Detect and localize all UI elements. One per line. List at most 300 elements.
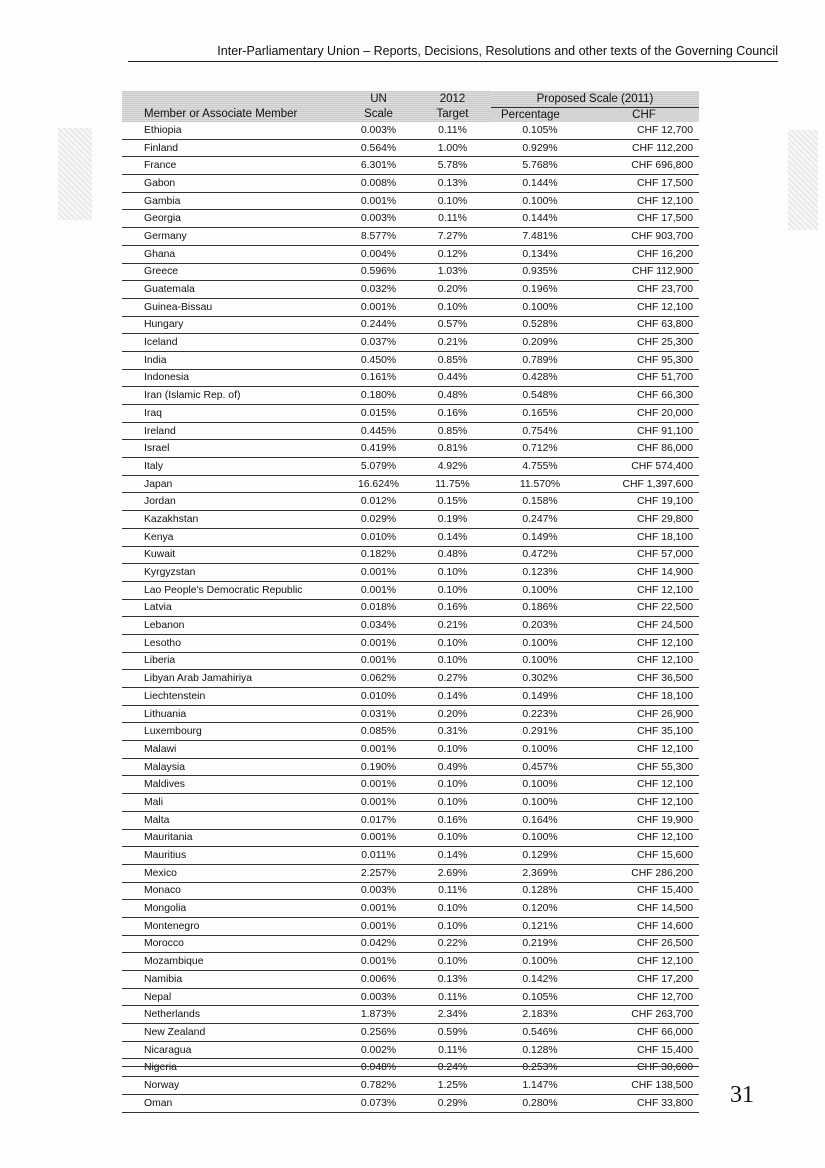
cell-un-scale: 0.003% [343, 882, 414, 900]
cell-member: Liechtenstein [122, 688, 343, 706]
cell-member: Hungary [122, 316, 343, 334]
cell-chf: CHF 12,100 [589, 298, 699, 316]
running-header: Inter-Parliamentary Union – Reports, Decisions, Resolutions and other texts of the Governing Council [217, 44, 778, 58]
cell-percentage: 0.247% [491, 511, 589, 529]
cell-target: 0.11% [414, 1041, 491, 1059]
cell-chf: CHF 30,600 [589, 1059, 699, 1077]
cell-target: 0.10% [414, 564, 491, 582]
cell-percentage: 0.105% [491, 988, 589, 1006]
cell-member: Nicaragua [122, 1041, 343, 1059]
table-row [122, 900, 699, 918]
cell-target: 2.69% [414, 864, 491, 882]
cell-member: Iraq [122, 405, 343, 423]
cell-percentage: 0.929% [491, 139, 589, 157]
cell-un-scale: 0.001% [343, 953, 414, 971]
cell-chf: CHF 20,000 [589, 405, 699, 423]
cell-un-scale: 0.450% [343, 351, 414, 369]
cell-un-scale: 1.873% [343, 1006, 414, 1024]
cell-target: 0.20% [414, 705, 491, 723]
cell-target: 0.10% [414, 741, 491, 759]
cell-percentage: 0.120% [491, 900, 589, 918]
cell-target: 0.10% [414, 917, 491, 935]
cell-un-scale: 0.001% [343, 776, 414, 794]
margin-scan-artifact [788, 130, 818, 230]
cell-un-scale: 0.048% [343, 1059, 414, 1077]
cell-un-scale: 0.001% [343, 741, 414, 759]
cell-percentage: 0.100% [491, 652, 589, 670]
cell-target: 0.21% [414, 617, 491, 635]
cell-un-scale: 0.032% [343, 281, 414, 299]
table-row [122, 705, 699, 723]
column-header-un-scale-line2: Scale [343, 108, 414, 123]
cell-percentage: 0.100% [491, 794, 589, 812]
table-row [122, 1059, 699, 1077]
cell-percentage: 0.754% [491, 422, 589, 440]
cell-un-scale: 0.029% [343, 511, 414, 529]
cell-target: 0.20% [414, 281, 491, 299]
cell-member: Lithuania [122, 705, 343, 723]
column-header-member: Member or Associate Member [122, 91, 343, 122]
cell-chf: CHF 12,100 [589, 794, 699, 812]
cell-target: 0.12% [414, 245, 491, 263]
cell-un-scale: 0.037% [343, 334, 414, 352]
cell-percentage: 0.158% [491, 493, 589, 511]
cell-un-scale: 0.003% [343, 988, 414, 1006]
cell-chf: CHF 19,100 [589, 493, 699, 511]
cell-chf: CHF 35,100 [589, 723, 699, 741]
cell-un-scale: 0.010% [343, 688, 414, 706]
cell-target: 0.11% [414, 122, 491, 139]
cell-target: 0.81% [414, 440, 491, 458]
cell-un-scale: 0.256% [343, 1024, 414, 1042]
table-row [122, 369, 699, 387]
cell-un-scale: 0.008% [343, 175, 414, 193]
cell-target: 0.24% [414, 1059, 491, 1077]
cell-member: Kazakhstan [122, 511, 343, 529]
cell-chf: CHF 16,200 [589, 245, 699, 263]
cell-un-scale: 0.419% [343, 440, 414, 458]
table-row [122, 1094, 699, 1112]
cell-un-scale: 0.034% [343, 617, 414, 635]
cell-target: 2.34% [414, 1006, 491, 1024]
cell-percentage: 0.712% [491, 440, 589, 458]
cell-percentage: 0.149% [491, 688, 589, 706]
table-row [122, 758, 699, 776]
cell-target: 0.13% [414, 175, 491, 193]
cell-target: 0.10% [414, 298, 491, 316]
cell-member: Georgia [122, 210, 343, 228]
cell-un-scale: 0.190% [343, 758, 414, 776]
cell-chf: CHF 15,400 [589, 1041, 699, 1059]
cell-target: 0.14% [414, 847, 491, 865]
table-row [122, 192, 699, 210]
table-row [122, 387, 699, 405]
cell-chf: CHF 25,300 [589, 334, 699, 352]
cell-chf: CHF 63,800 [589, 316, 699, 334]
cell-chf: CHF 12,700 [589, 988, 699, 1006]
cell-un-scale: 0.018% [343, 599, 414, 617]
cell-target: 0.85% [414, 422, 491, 440]
cell-target: 1.03% [414, 263, 491, 281]
cell-percentage: 0.144% [491, 210, 589, 228]
cell-member: Finland [122, 139, 343, 157]
table-row [122, 953, 699, 971]
cell-chf: CHF 86,000 [589, 440, 699, 458]
cell-target: 0.14% [414, 528, 491, 546]
cell-target: 0.10% [414, 581, 491, 599]
cell-chf: CHF 574,400 [589, 458, 699, 476]
cell-chf: CHF 12,100 [589, 776, 699, 794]
cell-percentage: 0.129% [491, 847, 589, 865]
cell-chf: CHF 66,000 [589, 1024, 699, 1042]
cell-target: 0.13% [414, 971, 491, 989]
cell-percentage: 0.253% [491, 1059, 589, 1077]
cell-target: 0.59% [414, 1024, 491, 1042]
cell-percentage: 0.100% [491, 776, 589, 794]
cell-un-scale: 0.015% [343, 405, 414, 423]
cell-percentage: 11.570% [491, 475, 589, 493]
column-header-target-line1: 2012 [414, 91, 491, 108]
cell-percentage: 0.223% [491, 705, 589, 723]
cell-percentage: 0.149% [491, 528, 589, 546]
table-row [122, 475, 699, 493]
cell-percentage: 0.203% [491, 617, 589, 635]
cell-member: Ethiopia [122, 122, 343, 139]
column-header-chf: CHF [589, 108, 699, 123]
cell-target: 0.11% [414, 988, 491, 1006]
cell-target: 0.11% [414, 210, 491, 228]
cell-member: Liberia [122, 652, 343, 670]
cell-percentage: 0.100% [491, 192, 589, 210]
cell-chf: CHF 12,100 [589, 953, 699, 971]
cell-target: 0.14% [414, 688, 491, 706]
table-row [122, 794, 699, 812]
cell-percentage: 7.481% [491, 228, 589, 246]
table-row [122, 245, 699, 263]
cell-chf: CHF 17,500 [589, 210, 699, 228]
cell-target: 1.25% [414, 1077, 491, 1095]
cell-member: Maldives [122, 776, 343, 794]
cell-percentage: 0.100% [491, 634, 589, 652]
cell-chf: CHF 12,700 [589, 122, 699, 139]
table-row [122, 351, 699, 369]
cell-target: 0.16% [414, 405, 491, 423]
table-row [122, 688, 699, 706]
cell-percentage: 0.123% [491, 564, 589, 582]
cell-target: 0.27% [414, 670, 491, 688]
cell-member: India [122, 351, 343, 369]
cell-percentage: 0.528% [491, 316, 589, 334]
table-row [122, 882, 699, 900]
cell-percentage: 0.302% [491, 670, 589, 688]
cell-chf: CHF 23,700 [589, 281, 699, 299]
table-row [122, 139, 699, 157]
cell-member: France [122, 157, 343, 175]
cell-member: Monaco [122, 882, 343, 900]
cell-percentage: 0.291% [491, 723, 589, 741]
cell-chf: CHF 26,900 [589, 705, 699, 723]
table-row [122, 847, 699, 865]
cell-percentage: 1.147% [491, 1077, 589, 1095]
cell-member: Mozambique [122, 953, 343, 971]
cell-chf: CHF 51,700 [589, 369, 699, 387]
cell-un-scale: 0.010% [343, 528, 414, 546]
table-row [122, 334, 699, 352]
cell-un-scale: 0.003% [343, 210, 414, 228]
cell-target: 0.16% [414, 599, 491, 617]
cell-un-scale: 0.002% [343, 1041, 414, 1059]
cell-target: 0.44% [414, 369, 491, 387]
cell-target: 0.19% [414, 511, 491, 529]
cell-percentage: 0.186% [491, 599, 589, 617]
cell-chf: CHF 138,500 [589, 1077, 699, 1095]
cell-member: Iran (Islamic Rep. of) [122, 387, 343, 405]
cell-percentage: 0.121% [491, 917, 589, 935]
cell-member: Jordan [122, 493, 343, 511]
table-row [122, 599, 699, 617]
cell-chf: CHF 15,600 [589, 847, 699, 865]
cell-target: 1.00% [414, 139, 491, 157]
cell-percentage: 5.768% [491, 157, 589, 175]
cell-member: Libyan Arab Jamahiriya [122, 670, 343, 688]
cell-un-scale: 8.577% [343, 228, 414, 246]
table-row [122, 511, 699, 529]
cell-percentage: 0.142% [491, 971, 589, 989]
cell-un-scale: 0.782% [343, 1077, 414, 1095]
cell-member: Israel [122, 440, 343, 458]
cell-un-scale: 0.042% [343, 935, 414, 953]
cell-member: Gambia [122, 192, 343, 210]
assessment-scale-table [122, 91, 699, 1113]
cell-member: Italy [122, 458, 343, 476]
cell-un-scale: 0.001% [343, 298, 414, 316]
cell-target: 0.10% [414, 900, 491, 918]
cell-percentage: 0.100% [491, 298, 589, 316]
cell-un-scale: 0.180% [343, 387, 414, 405]
table-row [122, 829, 699, 847]
cell-percentage: 0.165% [491, 405, 589, 423]
table-row [122, 405, 699, 423]
cell-percentage: 0.546% [491, 1024, 589, 1042]
table-row [122, 210, 699, 228]
cell-un-scale: 0.001% [343, 192, 414, 210]
cell-target: 0.10% [414, 794, 491, 812]
cell-member: Kenya [122, 528, 343, 546]
cell-chf: CHF 18,100 [589, 528, 699, 546]
cell-percentage: 0.196% [491, 281, 589, 299]
cell-member: Kyrgyzstan [122, 564, 343, 582]
cell-chf: CHF 26,500 [589, 935, 699, 953]
cell-chf: CHF 15,400 [589, 882, 699, 900]
cell-chf: CHF 12,100 [589, 581, 699, 599]
cell-member: Mauritania [122, 829, 343, 847]
table-row [122, 422, 699, 440]
page-number: 31 [730, 1082, 754, 1108]
cell-chf: CHF 12,100 [589, 829, 699, 847]
cell-member: Germany [122, 228, 343, 246]
cell-un-scale: 0.161% [343, 369, 414, 387]
cell-member: Namibia [122, 971, 343, 989]
cell-un-scale: 0.011% [343, 847, 414, 865]
cell-percentage: 2.183% [491, 1006, 589, 1024]
cell-chf: CHF 17,200 [589, 971, 699, 989]
cell-chf: CHF 903,700 [589, 228, 699, 246]
column-header-target-line2: Target [414, 108, 491, 123]
cell-member: Nepal [122, 988, 343, 1006]
cell-un-scale: 0.182% [343, 546, 414, 564]
cell-member: New Zealand [122, 1024, 343, 1042]
cell-un-scale: 0.001% [343, 794, 414, 812]
cell-chf: CHF 55,300 [589, 758, 699, 776]
cell-member: Ghana [122, 245, 343, 263]
cell-un-scale: 0.001% [343, 652, 414, 670]
cell-percentage: 0.472% [491, 546, 589, 564]
cell-un-scale: 0.085% [343, 723, 414, 741]
table-row [122, 458, 699, 476]
cell-target: 0.10% [414, 829, 491, 847]
cell-un-scale: 6.301% [343, 157, 414, 175]
table-row [122, 1077, 699, 1095]
table-row [122, 228, 699, 246]
table-row [122, 1024, 699, 1042]
cell-un-scale: 0.596% [343, 263, 414, 281]
table-row [122, 175, 699, 193]
cell-percentage: 0.128% [491, 1041, 589, 1059]
cell-chf: CHF 263,700 [589, 1006, 699, 1024]
cell-target: 0.10% [414, 953, 491, 971]
cell-member: Netherlands [122, 1006, 343, 1024]
cell-member: Oman [122, 1094, 343, 1112]
cell-percentage: 2.369% [491, 864, 589, 882]
cell-chf: CHF 14,600 [589, 917, 699, 935]
cell-chf: CHF 12,100 [589, 192, 699, 210]
cell-chf: CHF 1,397,600 [589, 475, 699, 493]
table-row [122, 971, 699, 989]
cell-percentage: 0.209% [491, 334, 589, 352]
cell-member: Mauritius [122, 847, 343, 865]
cell-chf: CHF 12,100 [589, 634, 699, 652]
table-body [122, 122, 699, 1112]
cell-target: 0.10% [414, 192, 491, 210]
table-row [122, 776, 699, 794]
cell-chf: CHF 33,800 [589, 1094, 699, 1112]
cell-member: Norway [122, 1077, 343, 1095]
cell-member: Latvia [122, 599, 343, 617]
table-row [122, 298, 699, 316]
cell-member: Morocco [122, 935, 343, 953]
table-row [122, 316, 699, 334]
cell-target: 0.15% [414, 493, 491, 511]
cell-un-scale: 0.001% [343, 634, 414, 652]
cell-percentage: 0.100% [491, 829, 589, 847]
cell-un-scale: 0.017% [343, 811, 414, 829]
cell-target: 0.48% [414, 546, 491, 564]
cell-member: Malawi [122, 741, 343, 759]
cell-chf: CHF 95,300 [589, 351, 699, 369]
cell-percentage: 0.789% [491, 351, 589, 369]
cell-member: Kuwait [122, 546, 343, 564]
cell-un-scale: 0.003% [343, 122, 414, 139]
table-row [122, 917, 699, 935]
table-row [122, 652, 699, 670]
cell-member: Luxembourg [122, 723, 343, 741]
margin-scan-artifact [58, 128, 92, 220]
cell-target: 0.21% [414, 334, 491, 352]
cell-un-scale: 5.079% [343, 458, 414, 476]
table-row [122, 564, 699, 582]
cell-target: 11.75% [414, 475, 491, 493]
cell-chf: CHF 91,100 [589, 422, 699, 440]
cell-chf: CHF 18,100 [589, 688, 699, 706]
cell-chf: CHF 29,800 [589, 511, 699, 529]
cell-un-scale: 0.001% [343, 581, 414, 599]
table-bottom-rule [122, 1066, 699, 1067]
cell-percentage: 0.428% [491, 369, 589, 387]
cell-percentage: 0.100% [491, 953, 589, 971]
cell-percentage: 0.100% [491, 741, 589, 759]
cell-chf: CHF 286,200 [589, 864, 699, 882]
cell-percentage: 4.755% [491, 458, 589, 476]
cell-target: 0.10% [414, 652, 491, 670]
cell-percentage: 0.134% [491, 245, 589, 263]
cell-member: Greece [122, 263, 343, 281]
cell-percentage: 0.457% [491, 758, 589, 776]
cell-target: 0.10% [414, 776, 491, 794]
cell-un-scale: 0.012% [343, 493, 414, 511]
cell-member: Guatemala [122, 281, 343, 299]
cell-un-scale: 2.257% [343, 864, 414, 882]
cell-chf: CHF 22,500 [589, 599, 699, 617]
cell-percentage: 0.105% [491, 122, 589, 139]
cell-target: 0.48% [414, 387, 491, 405]
cell-percentage: 0.935% [491, 263, 589, 281]
column-header-percentage: Percentage [491, 108, 589, 123]
cell-member: Indonesia [122, 369, 343, 387]
cell-target: 0.49% [414, 758, 491, 776]
table-row [122, 1041, 699, 1059]
column-header-un-scale-line1: UN [343, 91, 414, 108]
table-row [122, 263, 699, 281]
cell-target: 0.85% [414, 351, 491, 369]
table-row [122, 811, 699, 829]
cell-chf: CHF 17,500 [589, 175, 699, 193]
cell-target: 0.11% [414, 882, 491, 900]
cell-member: Japan [122, 475, 343, 493]
table-row [122, 935, 699, 953]
cell-target: 0.57% [414, 316, 491, 334]
table-row [122, 122, 699, 139]
cell-target: 0.29% [414, 1094, 491, 1112]
table-header [122, 91, 699, 122]
cell-chf: CHF 19,900 [589, 811, 699, 829]
cell-un-scale: 0.062% [343, 670, 414, 688]
cell-un-scale: 0.006% [343, 971, 414, 989]
cell-chf: CHF 12,100 [589, 652, 699, 670]
cell-chf: CHF 24,500 [589, 617, 699, 635]
cell-percentage: 0.548% [491, 387, 589, 405]
cell-percentage: 0.100% [491, 581, 589, 599]
table-row [122, 440, 699, 458]
table-row [122, 617, 699, 635]
cell-target: 7.27% [414, 228, 491, 246]
table-row [122, 546, 699, 564]
cell-chf: CHF 112,900 [589, 263, 699, 281]
cell-target: 0.16% [414, 811, 491, 829]
cell-un-scale: 0.564% [343, 139, 414, 157]
cell-percentage: 0.128% [491, 882, 589, 900]
table-row [122, 864, 699, 882]
cell-chf: CHF 12,100 [589, 741, 699, 759]
